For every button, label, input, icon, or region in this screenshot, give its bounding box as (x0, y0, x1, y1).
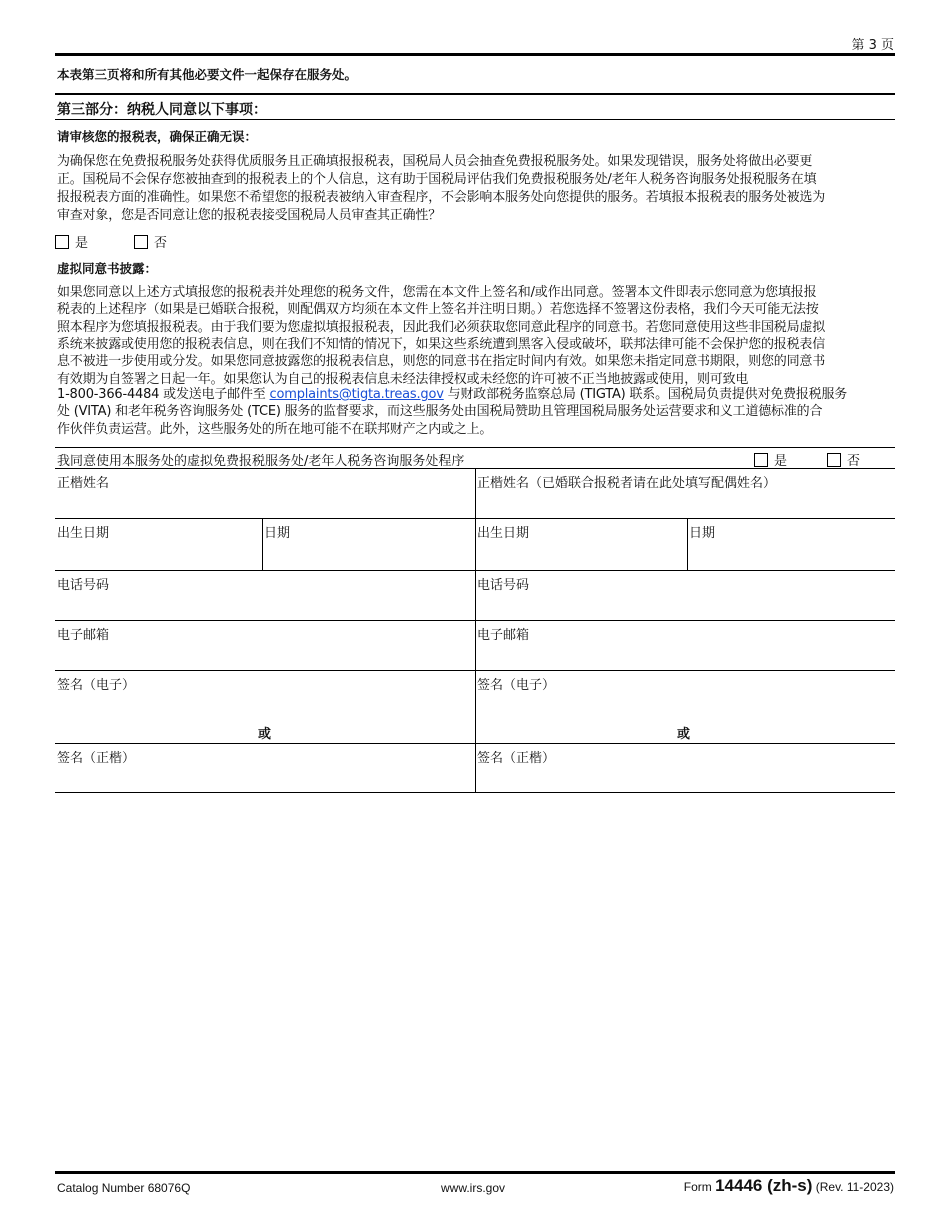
review-yes-option[interactable] (55, 232, 88, 251)
field-label: 正楷姓名 (57, 476, 110, 491)
phone-text: 1-800-366-4484 或发送电子邮件至 (57, 387, 270, 402)
yes-label: 是 (774, 454, 788, 469)
field-label: 签名（电子） (57, 678, 136, 693)
catalog-number: Catalog Number 68076Q (57, 1181, 191, 1195)
spouse-phone-field[interactable] (475, 570, 895, 620)
field-label: 出生日期 (477, 526, 530, 541)
consent-yes-checkbox[interactable] (754, 453, 768, 467)
page-number: 第 3 页 (851, 38, 894, 53)
review-heading: 请审核您的报税表，确保正确无误： (57, 129, 258, 144)
form-number: 14446 (zh-s) (715, 1176, 813, 1195)
spouse-dob-field[interactable] (475, 518, 687, 570)
paragraph-line: 如果您同意以上述方式填报您的报税表并处理您的税务文件，您需在本文件上签名和/或作出同意。签署本文件即表示您同意为您填报报 (57, 285, 817, 300)
revision: (Rev. 11-2023) (812, 1180, 894, 1194)
spouse-email-field[interactable] (475, 620, 895, 670)
paragraph-line: 有效期为自签署之日起一年。如果您认为自己的报税表信息未经法律授权或未经您的许可被不正当地披露或使用，则可致电 (57, 371, 749, 387)
field-label: 电子邮箱 (477, 628, 530, 643)
field-label: 签名（正楷） (57, 751, 136, 766)
field-label: 签名（电子） (477, 678, 556, 693)
review-no-checkbox[interactable] (134, 235, 148, 249)
line-text: 与财政部税务监察总局 (TIGTA) 联系。国税局负责提供对免费报税服务 (443, 387, 848, 402)
column-divider (475, 468, 476, 793)
form-prefix: Form (683, 1180, 716, 1194)
taxpayer-dob-field[interactable] (55, 518, 262, 570)
divider (55, 93, 895, 95)
paragraph-line: 息不被进一步使用或分发。如果您同意披露您的报税表信息，则您的同意书在指定时间内有效。如果您未指定同意书期限，则您的同意书 (57, 354, 826, 370)
or-label: 或 (258, 727, 272, 742)
yes-label: 是 (75, 236, 89, 251)
divider (55, 447, 895, 448)
consent-yes-option[interactable] (754, 450, 787, 469)
field-label: 电话号码 (477, 578, 530, 593)
paragraph-line: 系统来披露或使用您的报税表信息，则在我们不知情的情况下，如果这些系统遭到黑客入侵或破坏，联邦法律可能不会保护您的报税表信 (57, 336, 826, 352)
field-label: 出生日期 (57, 526, 110, 541)
paragraph-line: 税表的上述程序（如果是已婚联合报税，则配偶双方均须在本文件上签名并注明日期。）若您选择不签署这份表格，我们今天可能无法按 (57, 302, 819, 318)
review-yes-checkbox[interactable] (55, 235, 69, 249)
or-label: 或 (677, 727, 691, 742)
consent-label: 我同意使用本服务处的虚拟免费报税服务处/老年人税务咨询服务处程序 (57, 454, 465, 469)
field-label: 电话号码 (57, 578, 110, 593)
paragraph-line: 作伙伴负责运营。此外，这些服务处的所在地可能不在联邦财产之内或之上。 (57, 421, 493, 437)
paragraph-line: 报报税表方面的准确性。如果您不希望您的报税表被纳入审查程序，不会影响本服务处向您提供的服务。若填报本报税表的服务处被选为 (57, 190, 826, 205)
divider (55, 53, 895, 56)
taxpayer-print-signature-field[interactable] (55, 743, 475, 793)
paragraph-line: 为确保您在免费报税服务处获得优质服务且正确填报报税表，国税局人员会抽查免费报税服务处。如果发现错误，服务处将做出必要更 (57, 154, 813, 169)
no-label: 否 (847, 454, 861, 469)
review-no-option[interactable] (134, 232, 167, 251)
website: www.irs.gov (441, 1181, 506, 1195)
column-divider (262, 518, 263, 570)
field-label: 正楷姓名（已婚联合报税者请在此处填写配偶姓名） (477, 476, 777, 491)
spouse-name-field[interactable] (475, 468, 895, 518)
spouse-date-field[interactable] (687, 518, 895, 570)
spouse-print-signature-field[interactable] (475, 743, 895, 793)
field-label: 日期 (264, 526, 291, 541)
paragraph-line: 照本程序为您填报报税表。由于我们要为您虚拟填报报税表，因此我们必须获取您同意此程序的同意书。若您同意使用这些非国税局虚拟 (57, 319, 826, 335)
paragraph-line: 正。国税局不会保存您被抽查到的报税表上的个人信息，这有助于国税局评估我们免费报税服务处/老年人税务咨询服务处报税服务在填 (57, 172, 817, 187)
section-title: 第三部分：纳税人同意以下事项： (57, 102, 267, 118)
email-link[interactable]: complaints@tigta.treas.gov (269, 387, 444, 402)
taxpayer-email-field[interactable] (55, 620, 475, 670)
disclosure-heading: 虚拟同意书披露： (57, 261, 158, 276)
field-label: 签名（正楷） (477, 751, 556, 766)
paragraph-line: 审查对象，您是否同意让您的报税表接受国税局人员审查其正确性？ (57, 208, 442, 223)
divider (55, 119, 895, 120)
footer-divider (55, 1171, 895, 1174)
field-label: 日期 (689, 526, 716, 541)
field-label: 电子邮箱 (57, 628, 110, 643)
form-id (684, 1176, 894, 1196)
taxpayer-phone-field[interactable] (55, 570, 475, 620)
taxpayer-name-field[interactable] (55, 468, 475, 518)
no-label: 否 (154, 236, 168, 251)
taxpayer-date-field[interactable] (262, 518, 475, 570)
paragraph-line: 处 (VITA) 和老年税务咨询服务处 (TCE) 服务的监督要求，而这些服务处由国税局赞助且管理国税局服务处运营要求和义工道德标准的合 (57, 404, 823, 420)
taxpayer-e-signature-field[interactable] (55, 670, 475, 743)
keep-note: 本表第三页将和所有其他必要文件一起保存在服务处。 (57, 67, 358, 82)
consent-no-option[interactable] (827, 450, 860, 469)
consent-no-checkbox[interactable] (827, 453, 841, 467)
spouse-e-signature-field[interactable] (475, 670, 895, 743)
column-divider (687, 518, 688, 570)
